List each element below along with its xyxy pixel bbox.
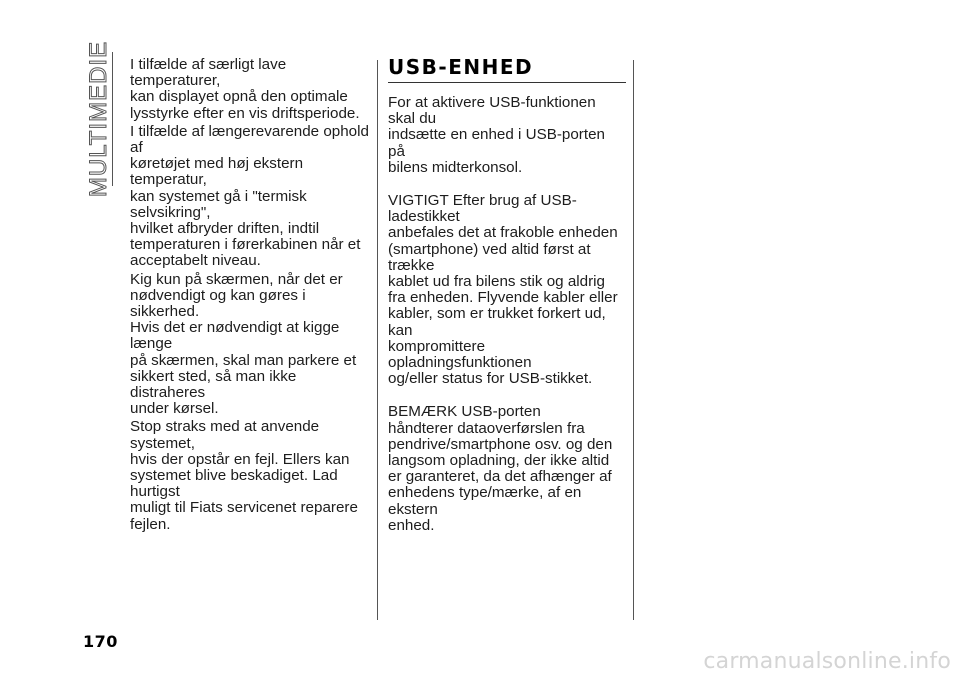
text-line: under kørsel.	[130, 400, 219, 418]
paragraph	[130, 124, 370, 270]
paragraph	[388, 404, 626, 534]
text-line: VIGTIGT Efter brug af USB-ladestikket	[388, 192, 577, 226]
paragraph	[388, 95, 626, 176]
text-line: Hvis det er nødvendigt at kigge længe	[130, 319, 340, 353]
section-heading: USB-ENHED	[388, 57, 626, 83]
text-line: I tilfælde af længerevarende ophold af	[130, 122, 369, 157]
text-line: hvis der opstår en fejl. Ellers kan	[130, 450, 350, 468]
text-line: fra enheden. Flyvende kabler eller	[388, 289, 618, 307]
text-line: nødvendigt og kan gøres i sikkerhed.	[130, 286, 306, 321]
paragraph	[130, 57, 370, 122]
page-number: 170	[83, 632, 118, 651]
text-line: indsætte en enhed i USB-porten på	[388, 126, 605, 160]
text-line: enhedens type/mærke, af en ekstern	[388, 484, 582, 518]
column-divider	[633, 60, 634, 620]
text-line: muligt til Fiats servicenet reparere	[130, 499, 358, 517]
text-line: For at aktivere USB-funktionen skal du	[388, 94, 596, 128]
text-line: er garanteret, da det afhænger af	[388, 468, 612, 486]
text-line: acceptabelt niveau.	[130, 252, 261, 270]
watermark: carmanualsonline.info	[703, 649, 951, 674]
right-column	[388, 57, 626, 551]
text-line: sikkert sted, så man ikke distraheres	[130, 367, 297, 402]
text-line: på skærmen, skal man parkere et	[130, 351, 357, 369]
text-line: kablet ud fra bilens stik og aldrig	[388, 273, 605, 291]
left-column	[130, 57, 370, 535]
section-tab-rule	[112, 52, 113, 186]
text-line: lysstyrke efter en vis driftsperiode.	[130, 104, 360, 122]
text-line: anbefales det at frakoble enheden	[388, 224, 618, 242]
text-line: køretøjet med høj ekstern temperatur,	[130, 155, 304, 189]
text-line: pendrive/smartphone osv. og den	[388, 435, 613, 453]
column-divider	[377, 60, 378, 620]
text-line: systemet blive beskadiget. Lad hurtigst	[130, 467, 338, 501]
text-line: I tilfælde af særligt lave temperaturer,	[130, 56, 287, 90]
text-line: kabler, som er trukket forkert ud, kan	[388, 305, 606, 339]
text-line: enhed.	[388, 516, 435, 534]
text-line: Kig kun på skærmen, når det er	[130, 270, 343, 288]
text-line: (smartphone) ved altid først at trække	[388, 240, 591, 274]
text-line: Stop straks med at anvende systemet,	[130, 418, 320, 452]
text-line: langsom opladning, der ikke altid	[388, 452, 610, 470]
section-tab	[83, 40, 115, 198]
text-line: kan displayet opnå den optimale	[130, 88, 348, 106]
text-line: BEMÆRK USB-porten	[388, 403, 541, 421]
text-line: kompromittere opladningsfunktionen	[388, 337, 532, 372]
text-line: bilens midterkonsol.	[388, 158, 523, 176]
text-line: temperaturen i førerkabinen når et	[130, 236, 361, 254]
text-line: hvilket afbryder driften, indtil	[130, 220, 320, 238]
section-tab-label: MULTIMEDIE	[85, 40, 113, 198]
text-line: håndterer dataoverførslen fra	[388, 419, 585, 437]
text-line: og/eller status for USB-stikket.	[388, 370, 593, 388]
paragraph	[388, 193, 626, 387]
text-line: kan systemet gå i "termisk selvsikring",	[130, 187, 307, 221]
paragraph	[130, 272, 370, 418]
text-line: fejlen.	[130, 515, 171, 533]
paragraph	[130, 419, 370, 532]
